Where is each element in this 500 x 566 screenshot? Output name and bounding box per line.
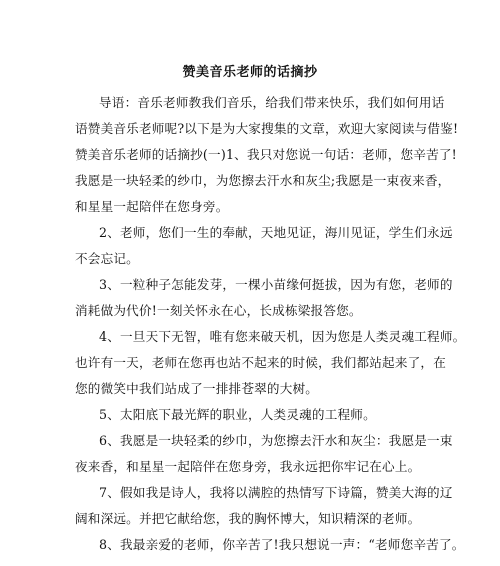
paragraph-line: 8、我最亲爱的老师，你辛苦了!我只想说一声：“老师您辛苦了。	[99, 537, 465, 552]
paragraph-line: 不会忘记。	[75, 251, 139, 266]
paragraph-line: 您的微笑中我们站成了一排排苍翠的大树。	[75, 381, 319, 396]
paragraph-line: 我愿是一块轻柔的纱巾，为您擦去汗水和灰尘;我愿是一束夜来香，	[75, 173, 451, 188]
paragraph-line: 3、一粒种子怎能发芽，一棵小苗缘何挺拔，因为有您，老师的	[99, 277, 453, 292]
paragraph-line: 阔和深远。并把它献给您，我的胸怀博大，知识精深的老师。	[75, 511, 421, 526]
paragraph-line: 5、太阳底下最光辉的职业，人类灵魂的工程师。	[99, 407, 376, 422]
paragraph-line: 4、一旦天下无智，唯有您来破天机，因为您是人类灵魂工程师。	[99, 329, 466, 344]
paragraph-line: 和星星一起陪伴在您身旁。	[75, 199, 229, 214]
paragraph-line: 6、我愿是一块轻柔的纱巾，为您擦去汗水和灰尘：我愿是一束	[99, 433, 453, 448]
paragraph-line: 也许有一天，老师在您再也站不起来的时候，我们都站起来了，在	[75, 355, 447, 370]
paragraph-line: 赞美音乐老师的话摘抄(一)1、我只对您说一句话：老师，您辛苦了!	[75, 147, 457, 162]
page-title: 赞美音乐老师的话摘抄	[182, 65, 318, 80]
paragraph-line: 夜来香，和星星一起陪伴在您身旁，我永远把你牢记在心上。	[75, 459, 421, 474]
paragraph-line: 消耗做为代价!一刻关怀永在心，长成栋梁报答您。	[75, 303, 362, 318]
paragraph-line: 导语：音乐老师教我们音乐，给我们带来快乐，我们如何用话	[99, 95, 445, 110]
paragraph-line: 7、假如我是诗人，我将以满腔的热情写下诗篇，赞美大海的辽	[99, 485, 453, 500]
paragraph-line: 2、老师，您们一生的奉献，天地见证，海川见证，学生们永远	[99, 225, 453, 240]
paragraph-line: 语赞美音乐老师呢?以下是为大家搜集的文章，欢迎大家阅读与借鉴!	[75, 121, 459, 136]
